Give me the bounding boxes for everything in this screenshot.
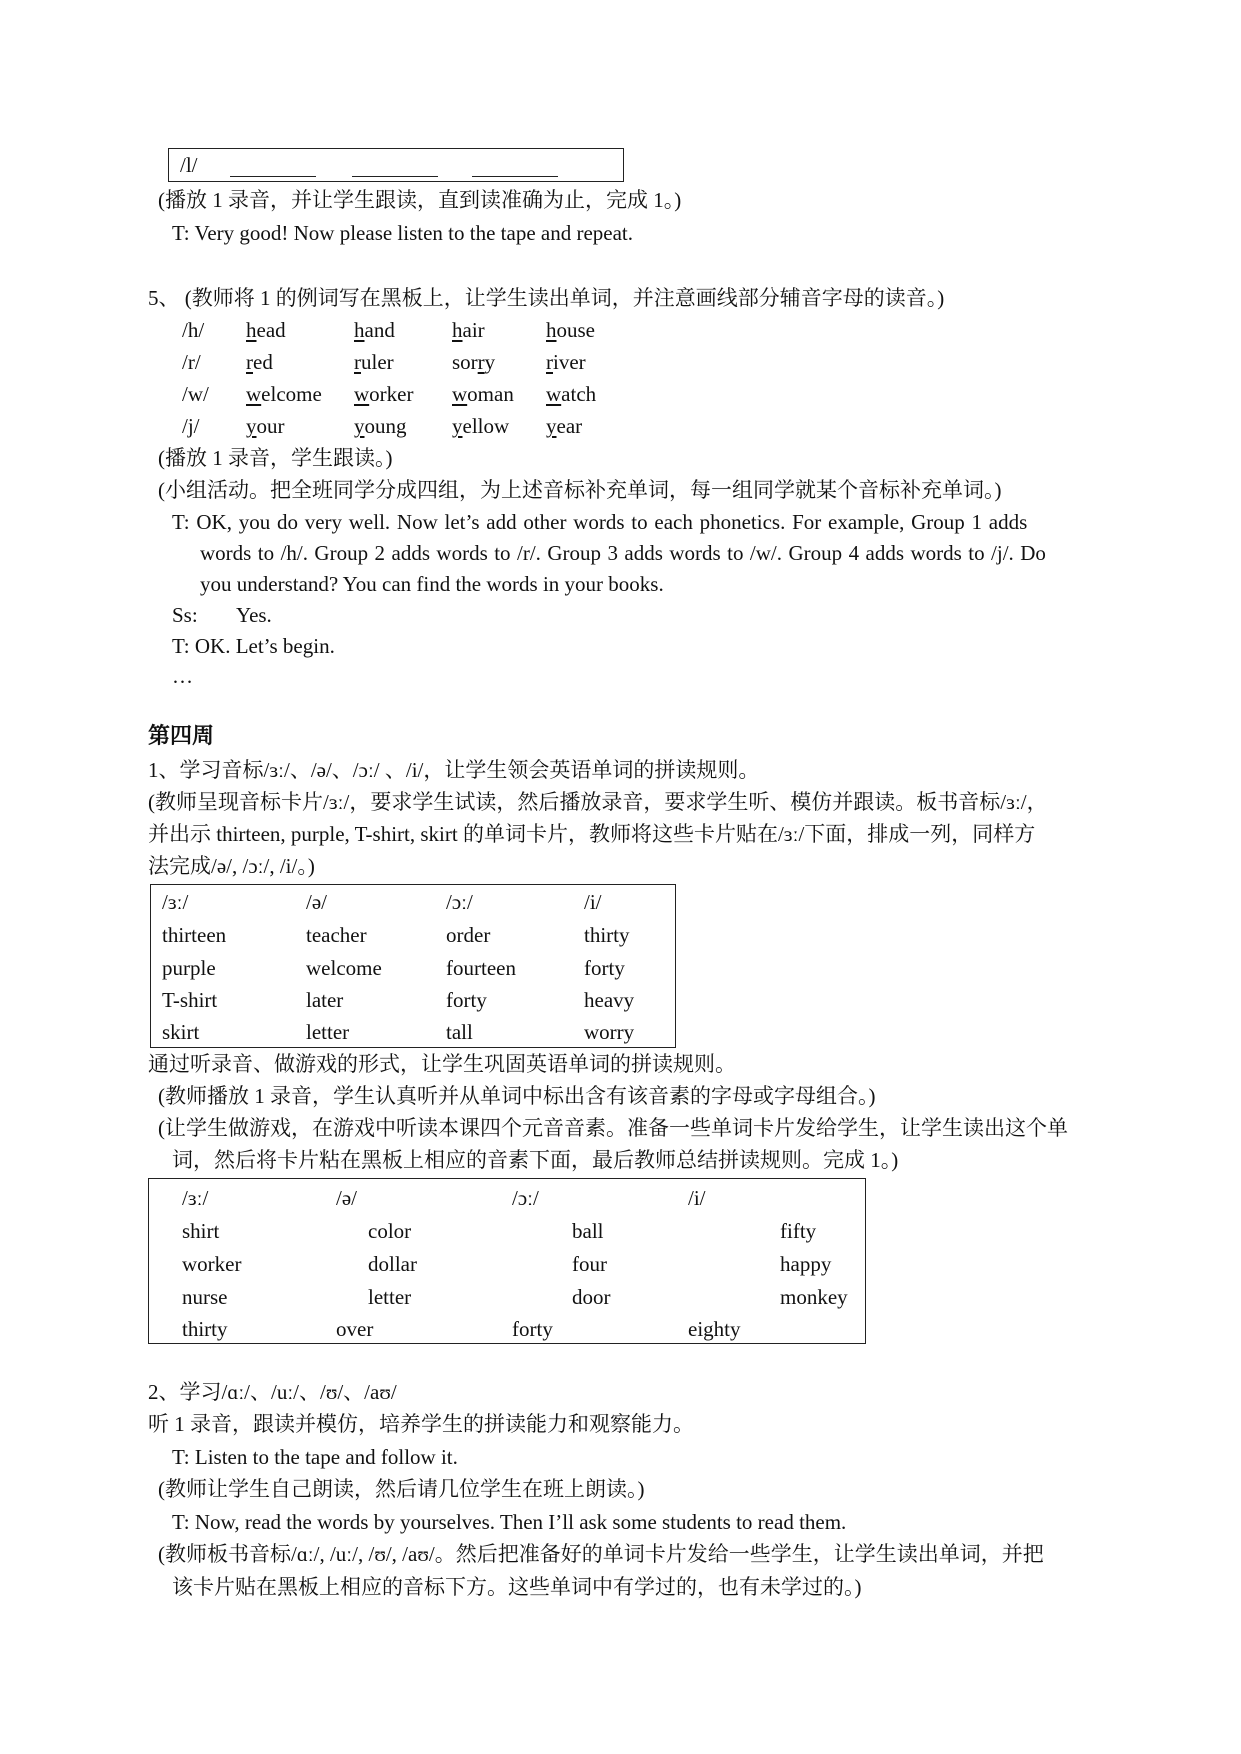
table1-cell: fourteen	[446, 956, 516, 980]
table2-cell: thirty	[182, 1317, 228, 1341]
week-4-heading: 第四周	[148, 724, 215, 749]
phonetic-label: /h/	[182, 318, 205, 342]
word-year: year	[546, 414, 583, 438]
word-yellow: yellow	[452, 414, 510, 438]
word-your: your	[246, 414, 285, 438]
table1-cell: skirt	[162, 1020, 200, 1044]
phonetic-label: /r/	[182, 350, 201, 374]
table2-cell: door	[572, 1285, 611, 1309]
table1-cell: T-shirt	[162, 988, 218, 1012]
line-game-1: (让学生做游戏，在游戏中听读本课四个元音音素。准备一些单词卡片发给学生，让学生读出这个单	[158, 1116, 1068, 1140]
word-head: head	[246, 318, 286, 342]
table1-cell: order	[446, 923, 491, 947]
word-red: red	[246, 350, 273, 374]
phonetic-label: /w/	[182, 382, 209, 406]
table1-cell: heavy	[584, 988, 635, 1012]
table1-cell: forty	[584, 956, 625, 980]
teacher-line-3: you understand? You can find the words in your books.	[200, 572, 664, 596]
table2-cell: fifty	[780, 1219, 817, 1243]
students-reply: Yes.	[236, 603, 272, 627]
note-group-activity: (小组活动。把全班同学分成四组，为上述音标补充单词，每一组同学就某个音标补充单词。)	[158, 478, 1002, 502]
line-game-2: 词，然后将卡片粘在黑板上相应的音素下面，最后教师总结拼读规则。完成 1。)	[172, 1148, 899, 1172]
table2-cell: over	[336, 1317, 374, 1341]
table1-cell: purple	[162, 956, 216, 980]
table2-cell: eighty	[688, 1317, 741, 1341]
note-play-follow: (播放 1 录音，学生跟读。)	[158, 446, 393, 470]
note-play-recording: (播放 1 录音，并让学生跟读，直到读准确为止，完成 1。)	[158, 188, 682, 212]
note-read-aloud: (教师让学生自己朗读，然后请几位学生在班上朗读。)	[158, 1477, 645, 1501]
week4-para-1: (教师呈现音标卡片/ɜː/，要求学生试读，然后播放录音，要求学生听、模仿并跟读。板书音标/ɜː/，	[148, 790, 1048, 814]
week4-item-2: 2、学习/ɑː/、/uː/、/ʊ/、/aʊ/	[148, 1380, 397, 1404]
word-woman: woman	[452, 382, 514, 406]
table2-cell: worker	[182, 1252, 242, 1276]
last-line-1: (教师板书音标/ɑː/, /uː/, /ʊ/, /aʊ/。然后把准备好的单词卡片发给一些学生，让学生读出单词，并把	[158, 1542, 1044, 1566]
table1-cell: thirty	[584, 923, 630, 947]
table1-header: /ɔː/	[446, 890, 473, 914]
table1-cell: tall	[446, 1020, 473, 1044]
word-house: house	[546, 318, 595, 342]
table1-header: /ɜː/	[162, 890, 189, 914]
answer-blank-1[interactable]	[230, 176, 316, 177]
table2-cell: color	[368, 1219, 412, 1243]
line-teacher-play: (教师播放 1 录音，学生认真听并从单词中标出含有该音素的字母或字母组合。)	[158, 1084, 876, 1108]
table1-cell: teacher	[306, 923, 367, 947]
section-5-heading: 5、 (教师将 1 的例词写在黑板上，让学生读出单词，并注意画线部分辅音字母的读音。)	[148, 286, 945, 310]
word-hair: hair	[452, 318, 485, 342]
table1-cell: thirteen	[162, 923, 227, 947]
table2-cell: forty	[512, 1317, 553, 1341]
table1-cell: welcome	[306, 956, 382, 980]
table1-cell: worry	[584, 1020, 635, 1044]
word-ruler: ruler	[354, 350, 394, 374]
word-young: young	[354, 414, 407, 438]
ellipsis: …	[172, 664, 193, 688]
table2-header: /ɔː/	[512, 1186, 539, 1210]
word-sorry: sorry	[452, 350, 496, 374]
week4-item-1: 1、学习音标/ɜː/、/ə/、/ɔː/ 、/i/，让学生领会英语单词的拼读规则。	[148, 758, 760, 782]
last-line-2: 该卡片贴在黑板上相应的音标下方。这些单词中有学过的，也有未学过的。)	[172, 1575, 862, 1599]
teacher-listen: T: Listen to the tape and follow it.	[172, 1445, 458, 1469]
table2-cell: nurse	[182, 1285, 228, 1309]
word-hand: hand	[354, 318, 395, 342]
word-welcome: welcome	[246, 382, 322, 406]
teacher-line-1: T: OK, you do very well. Now let’s add other words to each phonetics. For example, Group 1 adds	[172, 510, 1028, 534]
table2-cell: monkey	[780, 1285, 848, 1309]
answer-blank-2[interactable]	[352, 176, 438, 177]
table2-cell: shirt	[182, 1219, 220, 1243]
table2-cell: dollar	[368, 1252, 417, 1276]
students-label: Ss:	[172, 603, 198, 627]
answer-blank-3[interactable]	[472, 176, 558, 177]
item2-line: 听 1 录音，跟读并模仿，培养学生的拼读能力和观察能力。	[148, 1412, 694, 1436]
week4-para-2: 并出示 thirteen, purple, T-shirt, skirt 的单词卡片，教师将这些卡片贴在/ɜː/下面，排成一列，同样方	[148, 822, 1036, 846]
vowel-word-table-2	[148, 1178, 866, 1344]
table1-cell: later	[306, 988, 344, 1012]
word-worker: worker	[354, 382, 414, 406]
phonetic-l: /l/	[180, 153, 198, 177]
phonetic-label: /j/	[182, 414, 200, 438]
table2-header: /ə/	[336, 1186, 357, 1210]
table2-cell: letter	[368, 1285, 412, 1309]
table1-header: /ə/	[306, 890, 327, 914]
table2-header: /i/	[688, 1186, 706, 1210]
table1-cell: forty	[446, 988, 487, 1012]
teacher-line-2: words to /h/. Group 2 adds words to /r/. Group 3 adds words to /w/. Group 4 adds words to /j/. Do	[200, 541, 1046, 565]
teacher-line: T: Very good! Now please listen to the tape and repeat.	[172, 221, 634, 245]
table1-header: /i/	[584, 890, 602, 914]
teacher-begin: T: OK. Let’s begin.	[172, 634, 335, 658]
word-river: river	[546, 350, 586, 374]
table2-cell: happy	[780, 1252, 832, 1276]
table2-cell: ball	[572, 1219, 604, 1243]
week4-para-3: 法完成/ə/, /ɔː/, /i/。)	[148, 854, 315, 878]
table2-cell: four	[572, 1252, 607, 1276]
word-watch: watch	[546, 382, 597, 406]
table2-header: /ɜː/	[182, 1186, 209, 1210]
teacher-read: T: Now, read the words by yourselves. Then I’ll ask some students to read them.	[172, 1510, 847, 1534]
table1-cell: letter	[306, 1020, 350, 1044]
line-consolidate: 通过听录音、做游戏的形式，让学生巩固英语单词的拼读规则。	[148, 1052, 736, 1076]
